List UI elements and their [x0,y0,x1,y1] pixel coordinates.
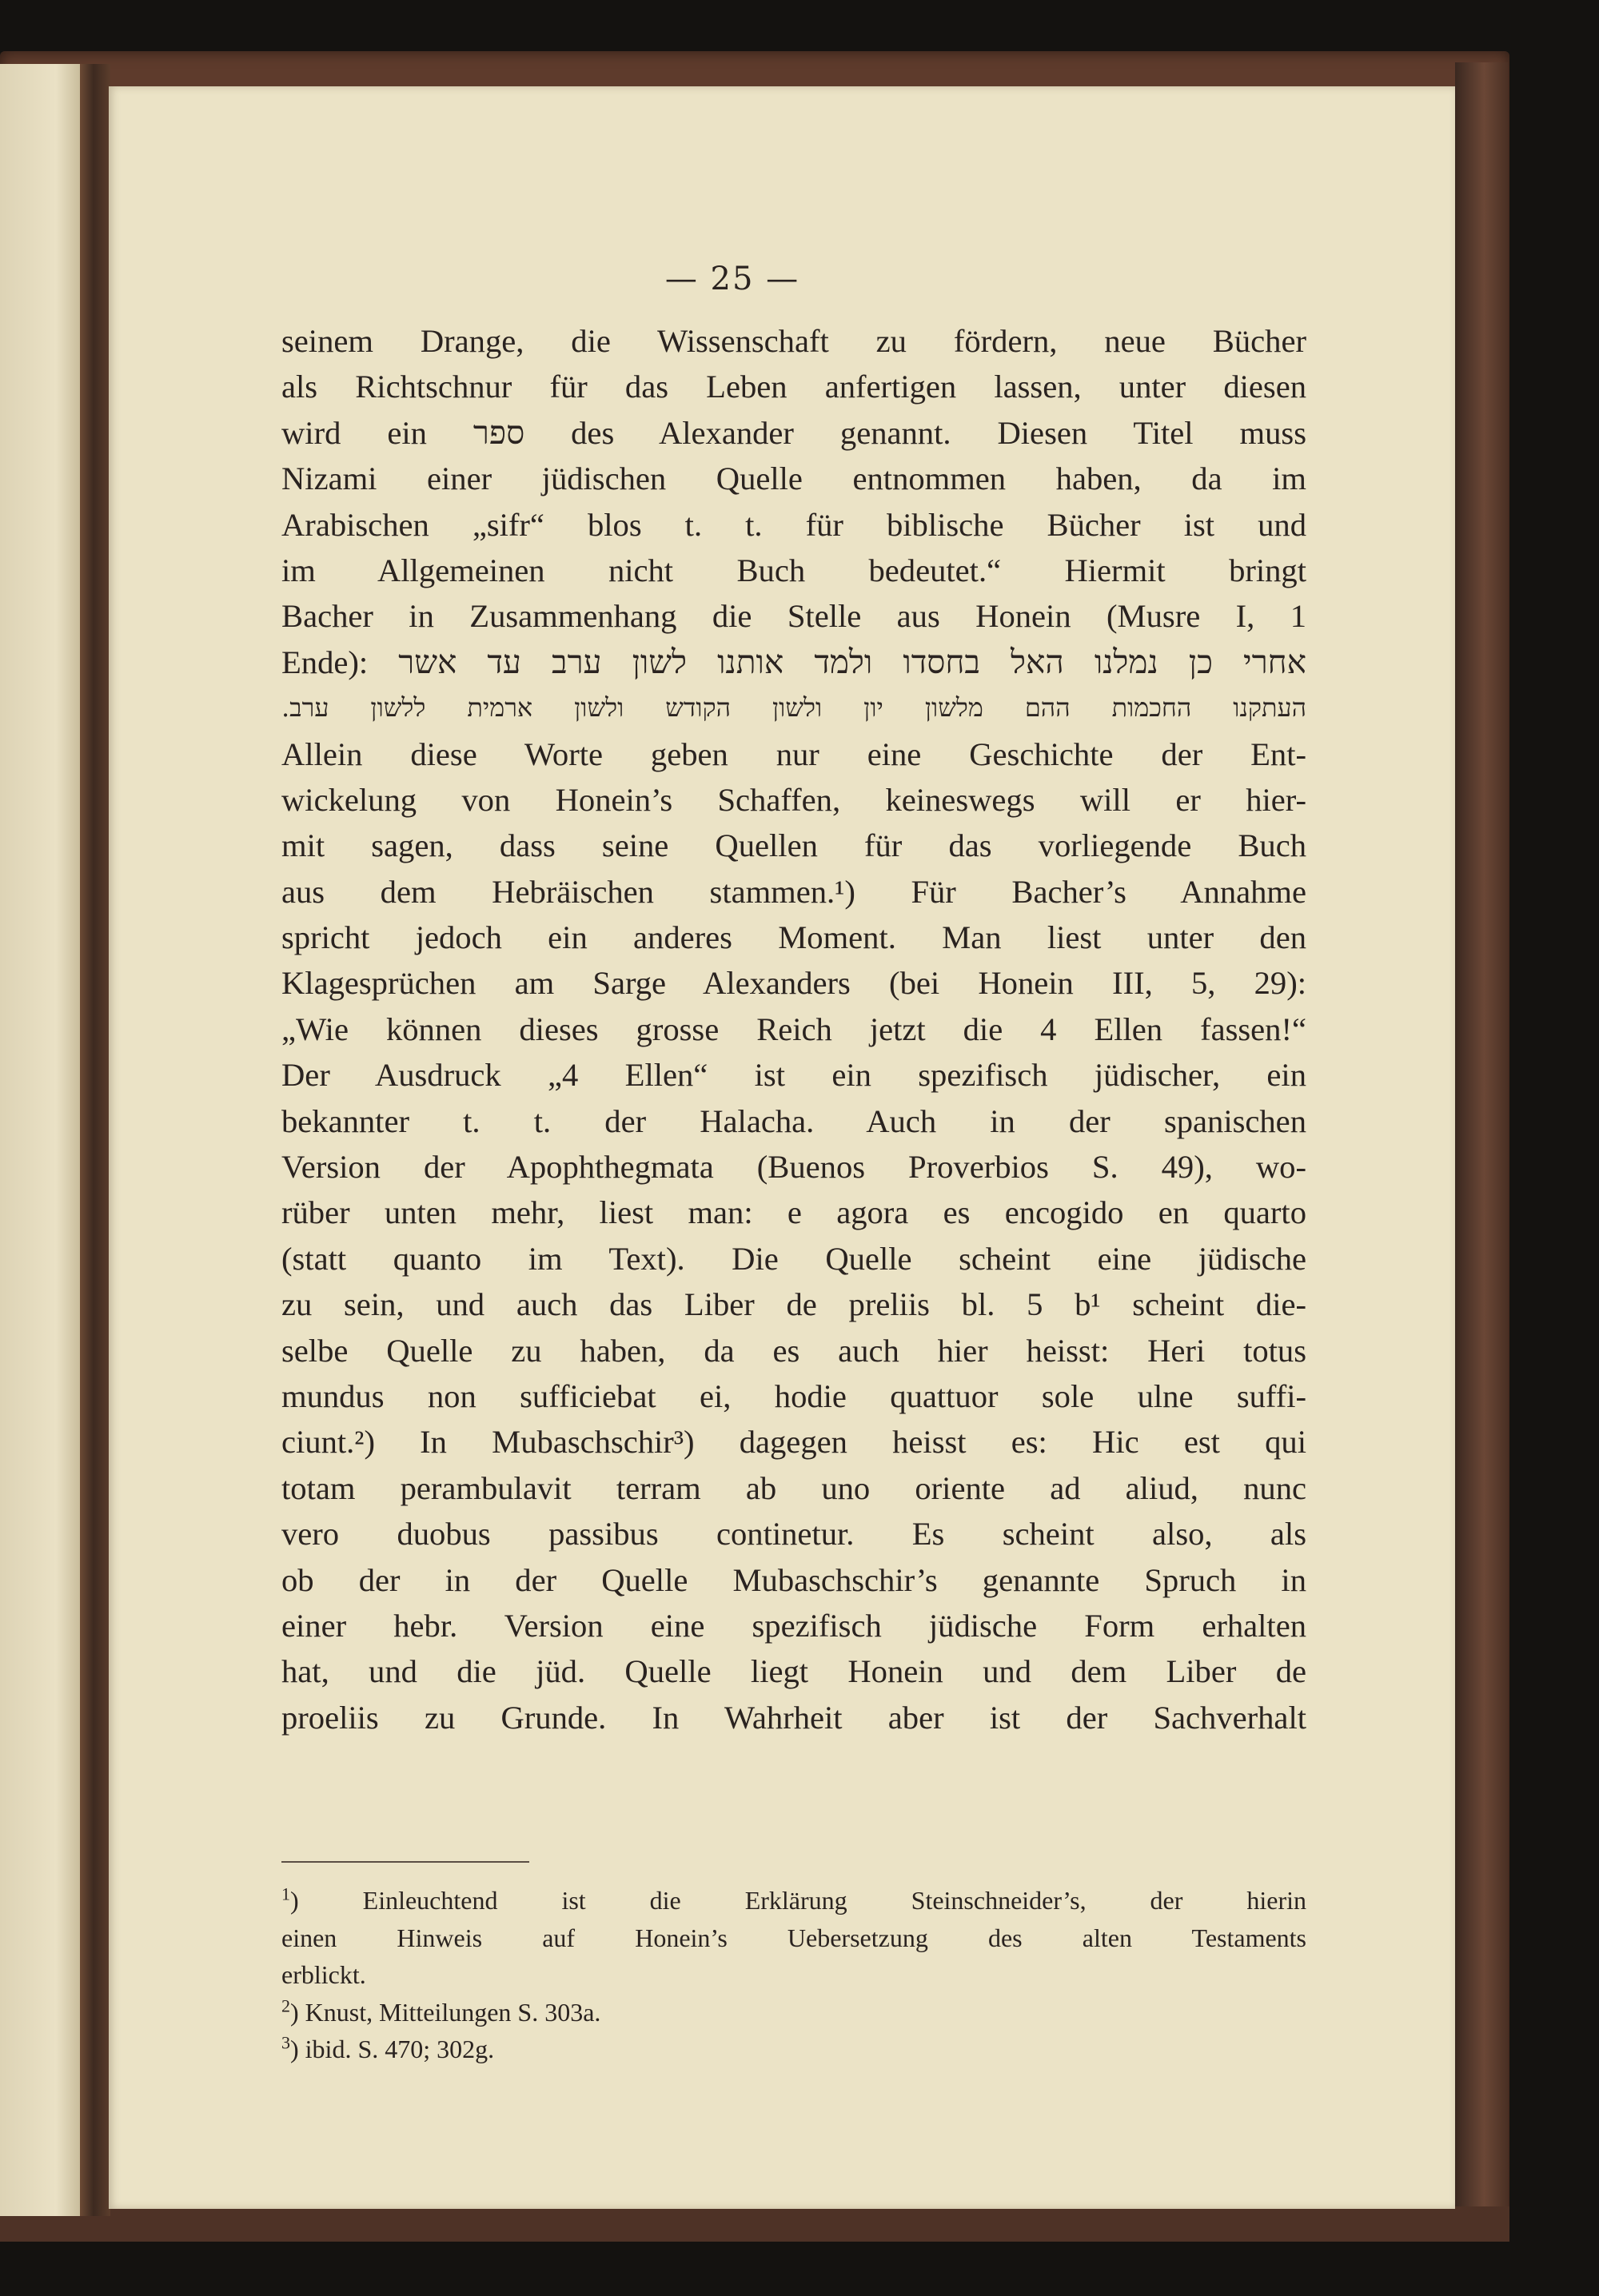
text-line: Der Ausdruck „4 Ellen“ ist ein spezifisch jüdischer, ein [281,1057,1306,1094]
text-line: mundus non sufficiebat ei, hodie quattuor sole ulne suffi- [281,1377,1306,1414]
footnote-1-line: einen Hinweis auf Honein’s Uebersetzung des alten Testaments [281,1923,1306,1952]
footnote-text: Knust, Mitteilungen S. 303a. [305,1997,601,2027]
footnote-marker: 2 [281,1995,290,2015]
text-line-hebrew: העתקנו החכמות ההם מלשון יון ולשון הקודש ולשון ארמית ללשון ערב. [281,692,1306,723]
footnotes [281,1882,1306,2068]
text-line: rüber unten mehr, liest man: e agora es encogido en quarto [281,1194,1306,1231]
text-line: Arabischen „sifr“ blos t. t. für biblische Bücher ist und [281,506,1306,543]
text-line: wickelung von Honein’s Schaffen, keineswegs will er hier- [281,781,1306,818]
text-line: totam perambulavit terram ab uno oriente ad aliud, nunc [281,1469,1306,1506]
footnote-3-line: $^3$) ibid. S. 470; 302g. [281,2032,495,2063]
text-line: Version der Apophthegmata (Buenos Proverbios S. 49), wo- [281,1149,1306,1186]
text-line: Allein diese Worte geben nur eine Geschichte der Ent- [281,735,1306,772]
text-line: Bacher in Zusammenhang die Stelle aus Honein (Musre I, 1 [281,598,1306,635]
text-line: hat, und die jüd. Quelle liegt Honein und dem Liber de [281,1653,1306,1690]
book-page [109,86,1455,2209]
text-line: im Allgemeinen nicht Buch bedeutet.“ Hiermit bringt [281,552,1306,588]
footnote-1-line: erblickt. [281,1960,366,1989]
text-line-mixed-hebrew: Ende): אחרי כן נמלנו האל בחסדו ולמד אותנו לשון ערב עד אשר [281,644,1306,680]
text-line: einer hebr. Version eine spezifisch jüdische Form erhalten [281,1607,1306,1644]
body-text [281,318,1306,1740]
text-line: ob der in der Quelle Mubaschschir’s genannte Spruch in [281,1561,1306,1598]
text-line: seinem Drange, die Wissenschaft zu fördern, neue Bücher [281,323,1306,359]
text-line: bekannter t. t. der Halacha. Auch in der spanischen [281,1102,1306,1139]
footnote-1-line: $^1$) Einleuchtend ist die Erklärung Steinschneider’s, der hierin [281,1883,1306,1915]
footnote-rule [281,1861,529,1863]
text-line: mit sagen, dass seine Quellen für das vorliegende Buch [281,827,1306,864]
text-line: aus dem Hebräischen stammen.¹) Für Bacher’s Annahme [281,873,1306,910]
text-line: (statt quanto im Text). Die Quelle scheint eine jüdische [281,1240,1306,1277]
facing-page-edge [0,64,80,2216]
text-line: als Richtschnur für das Leben anfertigen lassen, unter diesen [281,369,1306,405]
text-line: „Wie können dieses grosse Reich jetzt die 4 Ellen fassen!“ [281,1010,1306,1047]
text-line: spricht jedoch ein anderes Moment. Man liest unter den [281,919,1306,956]
footnote-text: ibid. S. 470; 302g. [305,2035,495,2063]
text-line: vero duobus passibus continetur. Es scheint also, als [281,1516,1306,1553]
text-line: Klagesprüchen am Sarge Alexanders (bei Honein III, 5, 29): [281,965,1306,1002]
cover-edge [1455,62,1508,2233]
footnote-marker: 1 [281,1883,290,1904]
text-line: proeliis zu Grunde. In Wahrheit aber ist der Sachverhalt [281,1699,1306,1736]
cover-bottom-edge [0,2206,1509,2242]
text-line: wird ein ספר des Alexander genannt. Diesen Titel muss [281,414,1306,451]
text-line: selbe Quelle zu haben, da es auch hier heisst: Heri totus [281,1332,1306,1369]
footnote-2-line: $^2$) Knust, Mitteilungen S. 303a. [281,1995,601,2027]
footnote-marker: 3 [281,2032,290,2053]
text-line: zu sein, und auch das Liber de preliis bl. 5 b¹ scheint die- [281,1286,1306,1323]
text-line: ciunt.²) In Mubaschschir³) dagegen heisst es: Hic est qui [281,1424,1306,1461]
book-gutter [80,64,110,2216]
page-number: — 25 — [664,261,800,297]
text-line: Nizami einer jüdischen Quelle entnommen haben, da im [281,460,1306,497]
footnote-text: Einleuchtend ist die Erklärung Steinschneider’s, der hierin [362,1886,1306,1915]
